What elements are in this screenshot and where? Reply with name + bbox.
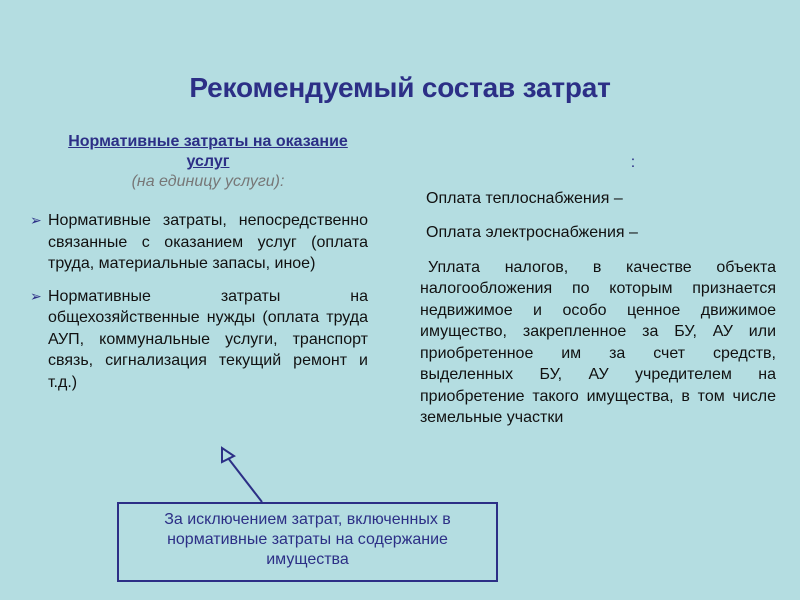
list-item: Оплата теплоснабжения – bbox=[426, 189, 623, 207]
list-item: Оплата электроснабжения – bbox=[426, 224, 638, 241]
left-bullet-list bbox=[30, 210, 368, 404]
right-column bbox=[420, 152, 776, 442]
page-title: Рекомендуемый состав затрат bbox=[189, 72, 611, 103]
arrowhead-bullet-icon: ➢ bbox=[30, 212, 42, 228]
left-heading-title: Нормативные затраты на оказание услуг bbox=[68, 133, 348, 170]
exclusion-callout: За исключением затрат, включенных в нормативные затраты на содержание имущества bbox=[117, 502, 498, 582]
bullet-text: Нормативные затраты, непосредственно связанные с оказанием услуг (оплата труда, материальные запасы, иное) bbox=[48, 212, 368, 272]
list-item bbox=[30, 286, 368, 394]
arrowhead-bullet-icon: ➢ bbox=[30, 287, 42, 304]
bullet-text: Нормативные затраты на общехозяйственные нужды (оплата труда АУП, коммунальные услуги, транспорт связь, сигнализация текущий ремонт и т.д.) bbox=[48, 287, 368, 391]
list-item bbox=[30, 210, 368, 275]
left-column-heading bbox=[48, 132, 368, 192]
left-heading-subtitle: (на единицу услуги): bbox=[131, 173, 285, 190]
right-column-colon: : bbox=[630, 154, 636, 171]
list-item: Уплата налогов, в качестве объекта налогообложения по которым признается недвижимое и особо ценное движимое имущество, закрепленное за БУ, АУ или приобретенное им за счет средств, выделенных БУ, АУ учредителем на приобретение такого имущества, в том числе земельные участки bbox=[420, 258, 776, 426]
